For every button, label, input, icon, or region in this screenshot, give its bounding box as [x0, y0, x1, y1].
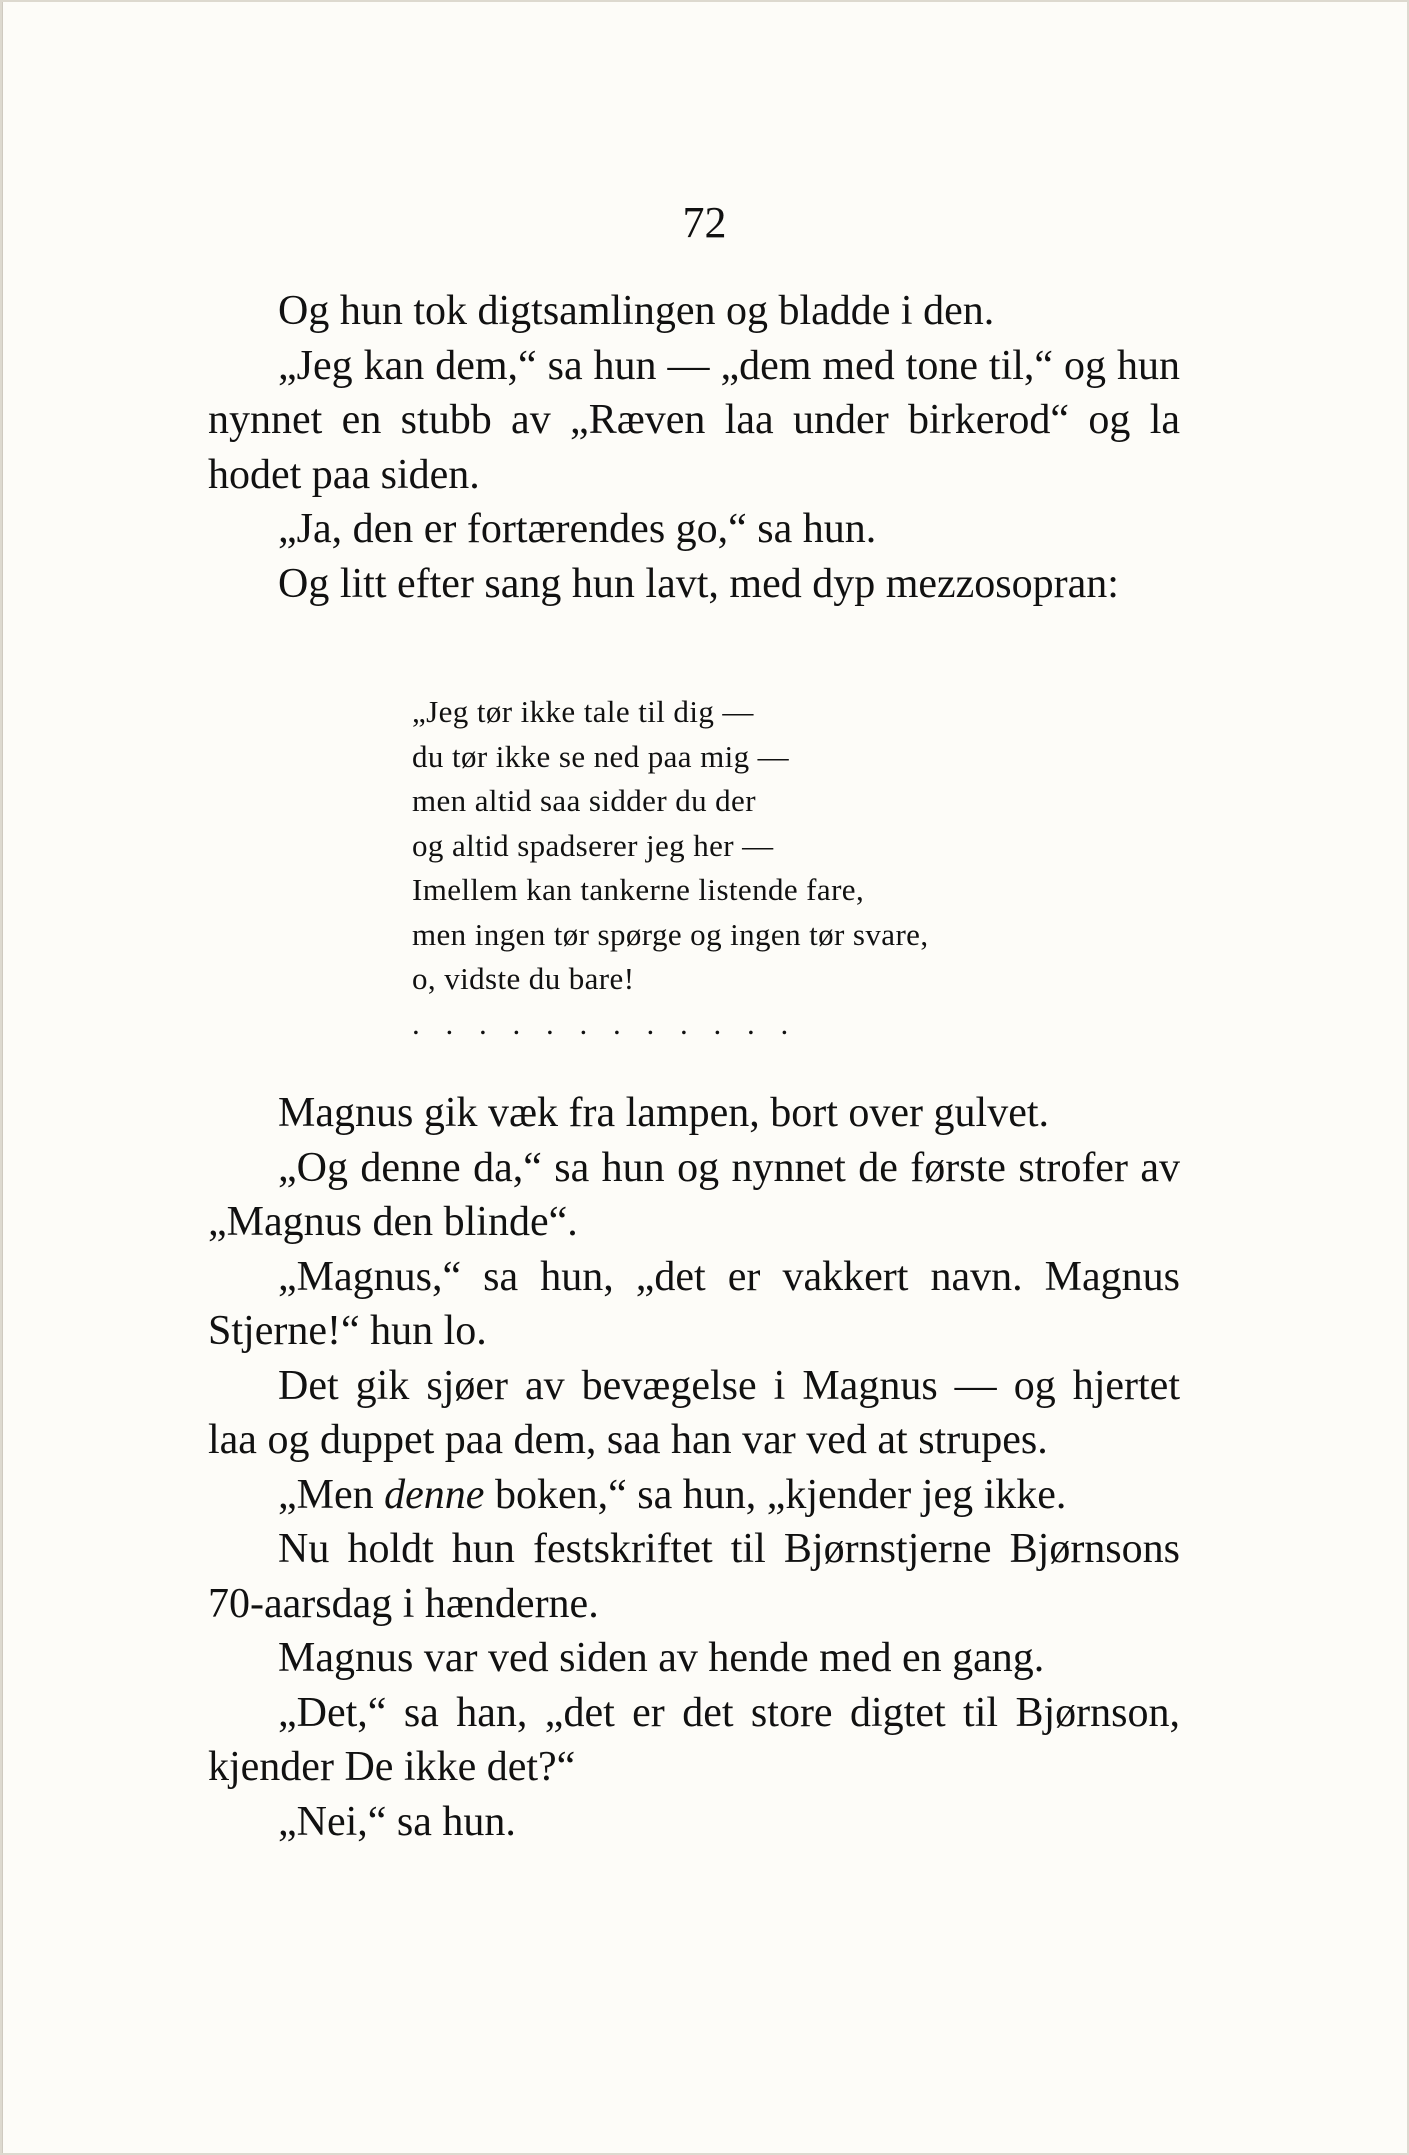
- paragraph: Det gik sjøer av bevægelse i Magnus — og hjertet laa og duppet paa dem, saa han var ved at strupes.: [208, 1362, 1180, 1463]
- paragraph: Nu holdt hun festskriftet til Bjørnstjerne Bjørnsons 70-aarsdag i hænderne.: [208, 1526, 1180, 1627]
- paragraph: „Og denne da,“ sa hun og nynnet de første strofer av „Magnus den blinde“.: [208, 1144, 1180, 1245]
- paragraph-with-italic: [208, 1468, 1180, 1523]
- poem-line: Imellem kan tankerne listende fare,: [412, 872, 865, 907]
- page-number: 72: [682, 198, 727, 247]
- poem-line: „Jeg tør ikke tale til dig —: [412, 694, 754, 729]
- poem-line: o, vidste du bare!: [412, 961, 635, 996]
- poem-line: og altid spadserer jeg her —: [412, 827, 774, 863]
- poem-line: men altid saa sidder du der: [412, 783, 756, 818]
- poem-ellipsis-dots: . . . . . . . . . . . .: [412, 1005, 798, 1041]
- poem-line: du tør ikke se ned paa mig —: [412, 738, 790, 774]
- text-run: „Men: [278, 1471, 385, 1518]
- paragraph: Magnus var ved siden av hende med en gang.: [278, 1635, 1045, 1681]
- italic-word: denne: [384, 1471, 485, 1518]
- paragraph: „Jeg kan dem,“ sa hun — „dem med tone til,“ og hun nynnet en stubb av „Ræven laa under birkerod“ og la hodet paa siden.: [208, 342, 1180, 498]
- paragraph: „Ja, den er fortærendes go,“ sa hun.: [278, 506, 877, 552]
- prose-block-top: [208, 284, 1180, 611]
- paragraph: Og litt efter sang hun lavt, med dyp mezzosopran:: [278, 560, 1119, 607]
- text-run: boken,“ sa hun, „kjender jeg ikke.: [484, 1471, 1067, 1518]
- poem-verse: [412, 690, 1072, 1046]
- paragraph: Og hun tok digtsamlingen og bladde i den.: [278, 288, 995, 334]
- paragraph: „Magnus,“ sa hun, „det er vakkert navn. Magnus Stjerne!“ hun lo.: [208, 1253, 1180, 1354]
- paragraph: „Nei,“ sa hun.: [278, 1798, 516, 1845]
- prose-block-bottom: [208, 1086, 1180, 1849]
- paragraph: Magnus gik væk fra lampen, bort over gulvet.: [278, 1090, 1050, 1136]
- poem-line: men ingen tør spørge og ingen tør svare,: [412, 916, 929, 952]
- paragraph: „Det,“ sa han, „det er det store digtet til Bjørnson, kjender De ikke det?“: [208, 1689, 1180, 1790]
